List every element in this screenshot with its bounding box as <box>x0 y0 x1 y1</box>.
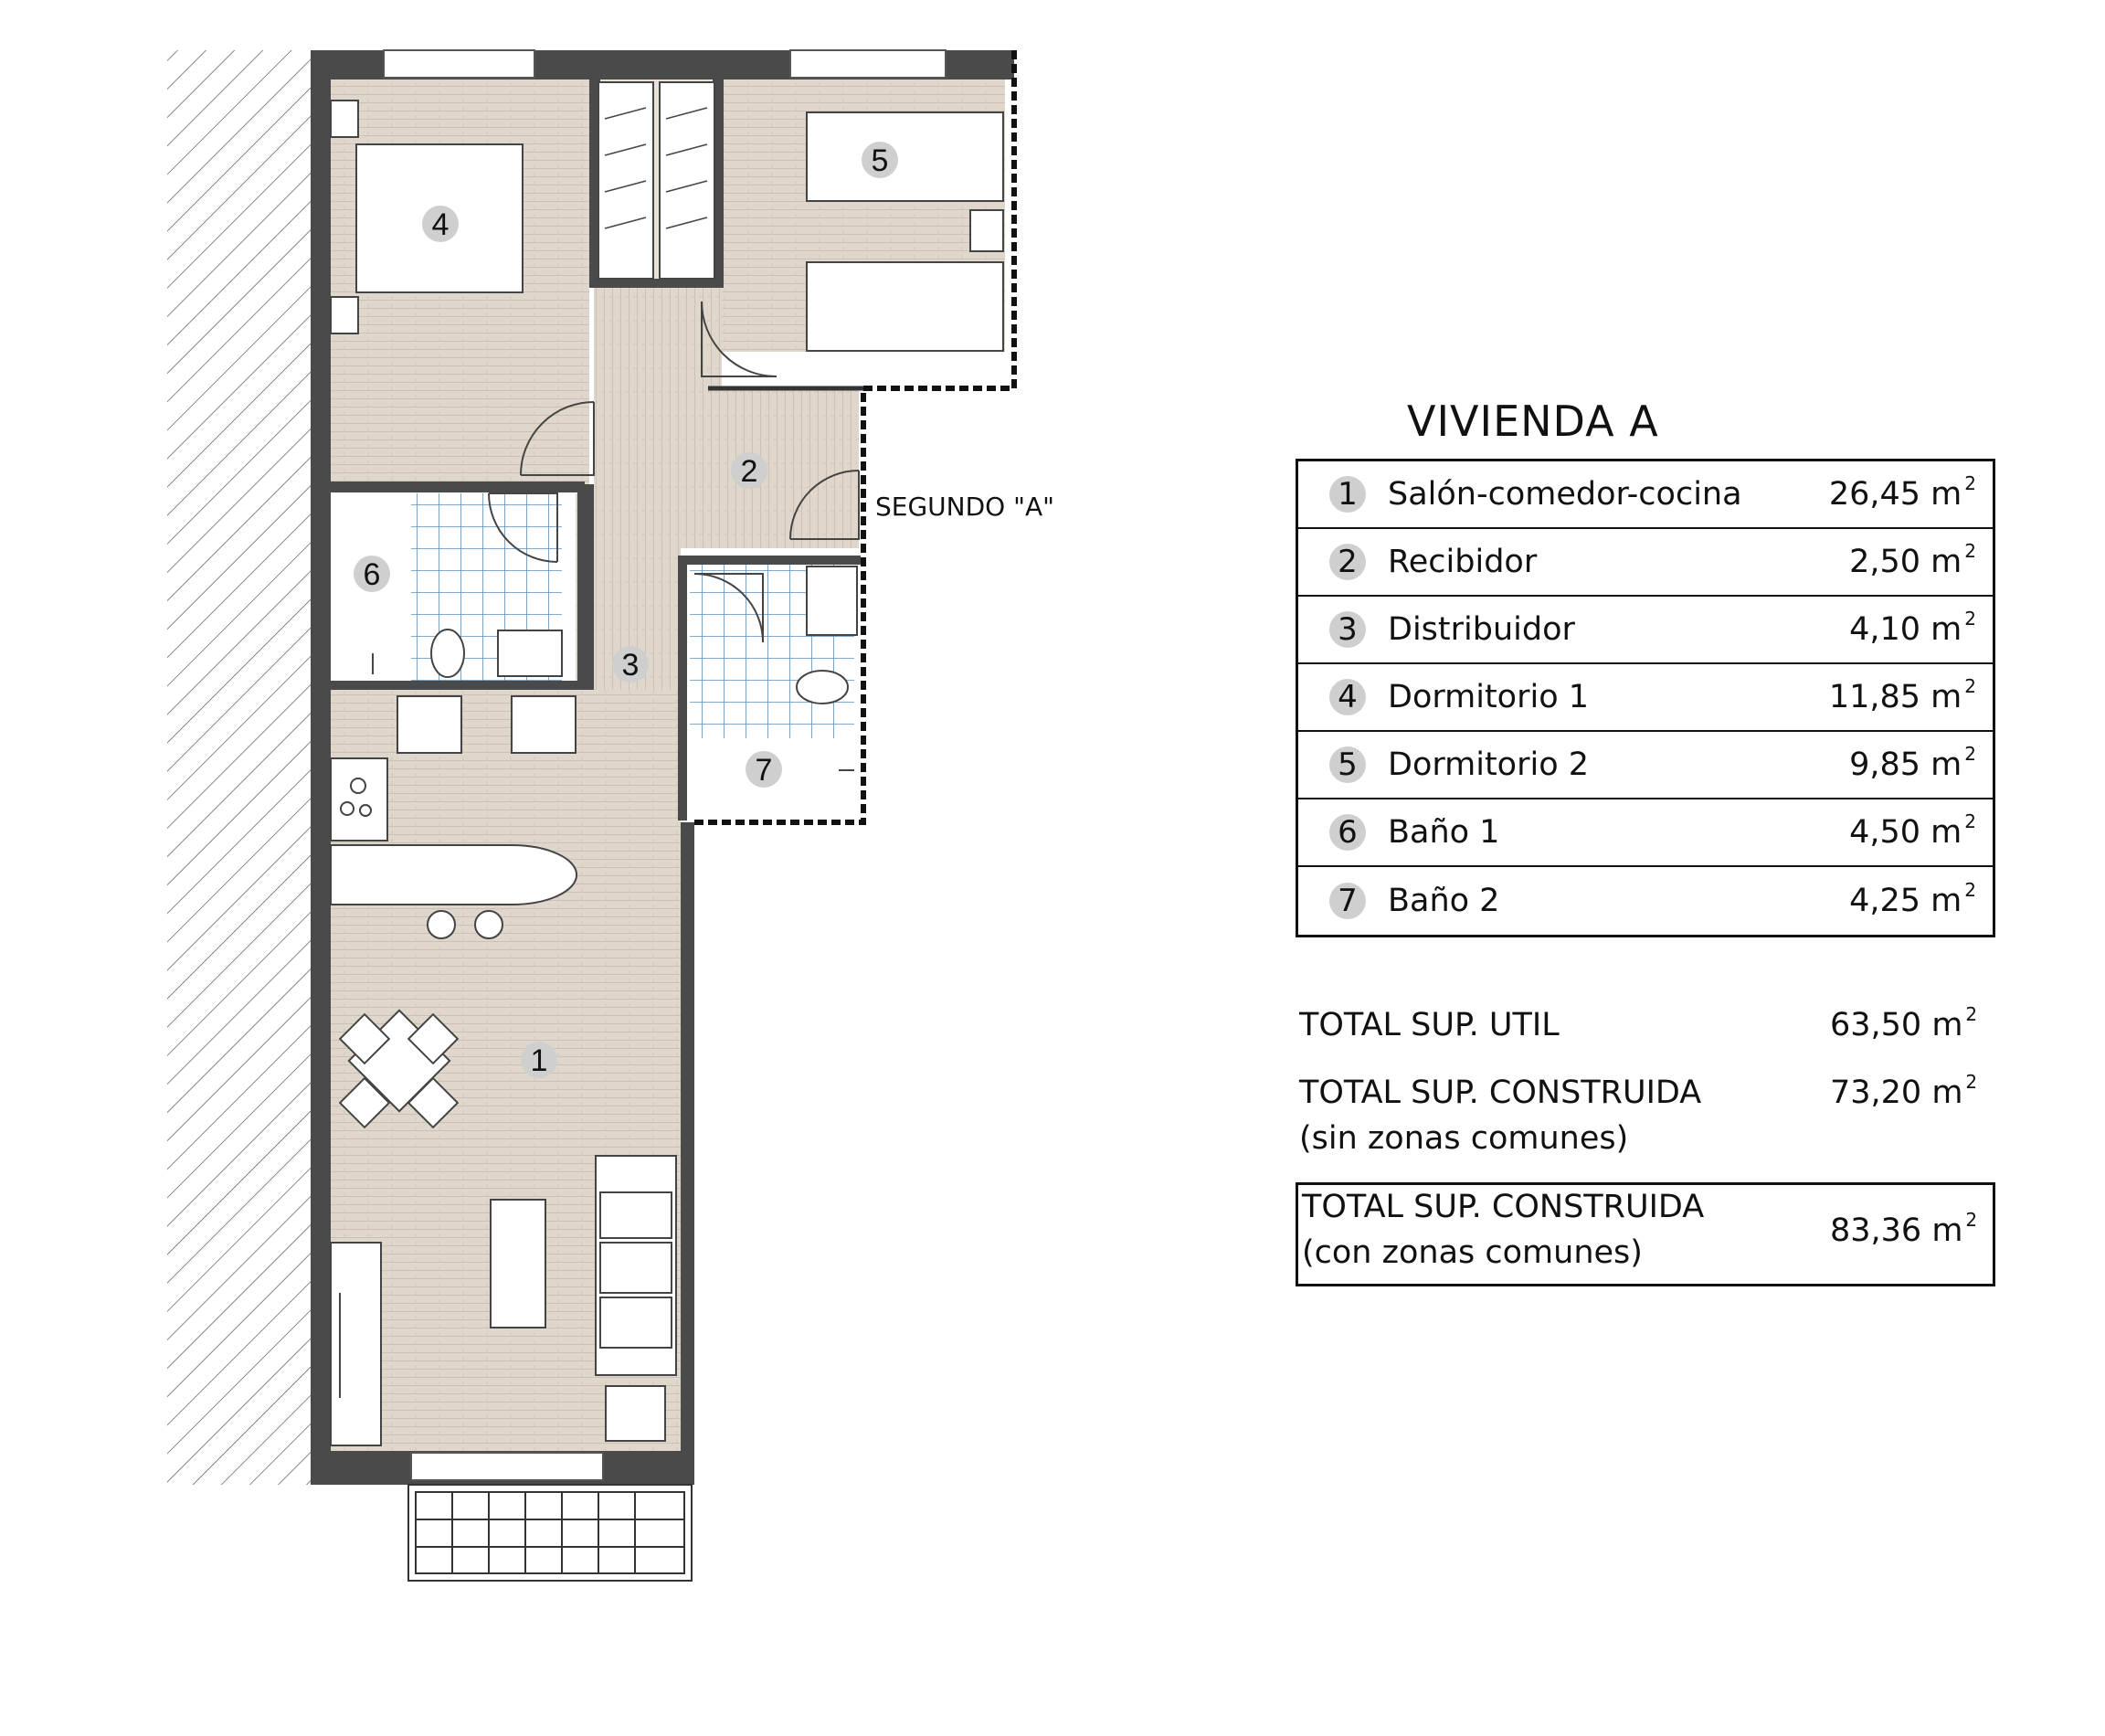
room-row <box>1298 461 1993 529</box>
room-number-badge: 3 <box>1329 611 1366 648</box>
room-row <box>1298 664 1993 732</box>
svg-text:2: 2 <box>740 454 758 489</box>
room-area: 4,10 m $^2$ <box>1849 608 1976 648</box>
svg-text:4: 4 <box>431 207 450 242</box>
total-construida-sub: (sin zonas comunes) <box>1299 1120 1629 1157</box>
room-row <box>1298 732 1993 799</box>
room-number-badge: 4 <box>1329 679 1366 715</box>
svg-text:7: 7 <box>755 753 773 788</box>
room-row <box>1298 597 1993 664</box>
dining-set <box>340 1011 458 1127</box>
room-area: 11,85 m $^2$ <box>1828 675 1976 715</box>
total-comunes-value: 83,36 m $^2$ <box>1830 1209 1978 1249</box>
total-util-label: TOTAL SUP. UTIL <box>1299 1007 1560 1043</box>
room-area: 26,45 m $^2$ <box>1828 472 1976 513</box>
room-name: Recibidor <box>1388 544 1538 580</box>
terrace <box>408 1485 692 1581</box>
room-row <box>1298 867 1993 935</box>
dwelling-title: VIVIENDA A <box>1407 397 1659 446</box>
room-row <box>1298 799 1993 867</box>
svg-text:5: 5 <box>871 143 889 178</box>
room-area: 4,25 m $^2$ <box>1849 879 1976 919</box>
total-comunes-label: TOTAL SUP. CONSTRUIDA <box>1302 1189 1705 1225</box>
svg-text:6: 6 <box>363 557 381 592</box>
facade-hatch <box>167 50 312 1485</box>
room-number-badge: 6 <box>1329 814 1366 851</box>
room-area: 9,85 m $^2$ <box>1849 743 1976 783</box>
total-comunes-box <box>1296 1182 1995 1286</box>
total-construida-value: 73,20 m $^2$ <box>1830 1071 1978 1111</box>
room-badge-4 <box>422 206 459 242</box>
unit-label: SEGUNDO "A" <box>875 492 1055 522</box>
svg-text:3: 3 <box>621 648 640 683</box>
room-name: Dormitorio 1 <box>1388 679 1590 715</box>
room-name: Salón-comedor-cocina <box>1388 476 1742 513</box>
room-name: Baño 2 <box>1388 883 1500 919</box>
room-number-badge: 2 <box>1329 544 1366 580</box>
room-badge-6 <box>354 556 390 592</box>
room-badge-7 <box>746 751 782 788</box>
total-comunes-sub: (con zonas comunes) <box>1302 1234 1643 1271</box>
room-badge-2 <box>731 452 767 489</box>
total-construida-label: TOTAL SUP. CONSTRUIDA <box>1299 1074 1702 1111</box>
room-area: 4,50 m $^2$ <box>1849 810 1976 851</box>
total-util-value: 63,50 m $^2$ <box>1830 1003 1978 1043</box>
room-name: Dormitorio 2 <box>1388 746 1590 783</box>
svg-text:1: 1 <box>530 1043 548 1078</box>
room-row <box>1298 529 1993 597</box>
room-area-table <box>1296 459 1995 937</box>
room-name: Baño 1 <box>1388 814 1500 851</box>
room-badge-5 <box>862 142 898 178</box>
room-name: Distribuidor <box>1388 611 1575 648</box>
room-badge-3 <box>612 646 649 683</box>
room-number-badge: 1 <box>1329 476 1366 513</box>
room-number-badge: 5 <box>1329 746 1366 783</box>
room-area: 2,50 m $^2$ <box>1849 540 1976 580</box>
room-number-badge: 7 <box>1329 883 1366 919</box>
room-badge-1 <box>521 1042 557 1078</box>
